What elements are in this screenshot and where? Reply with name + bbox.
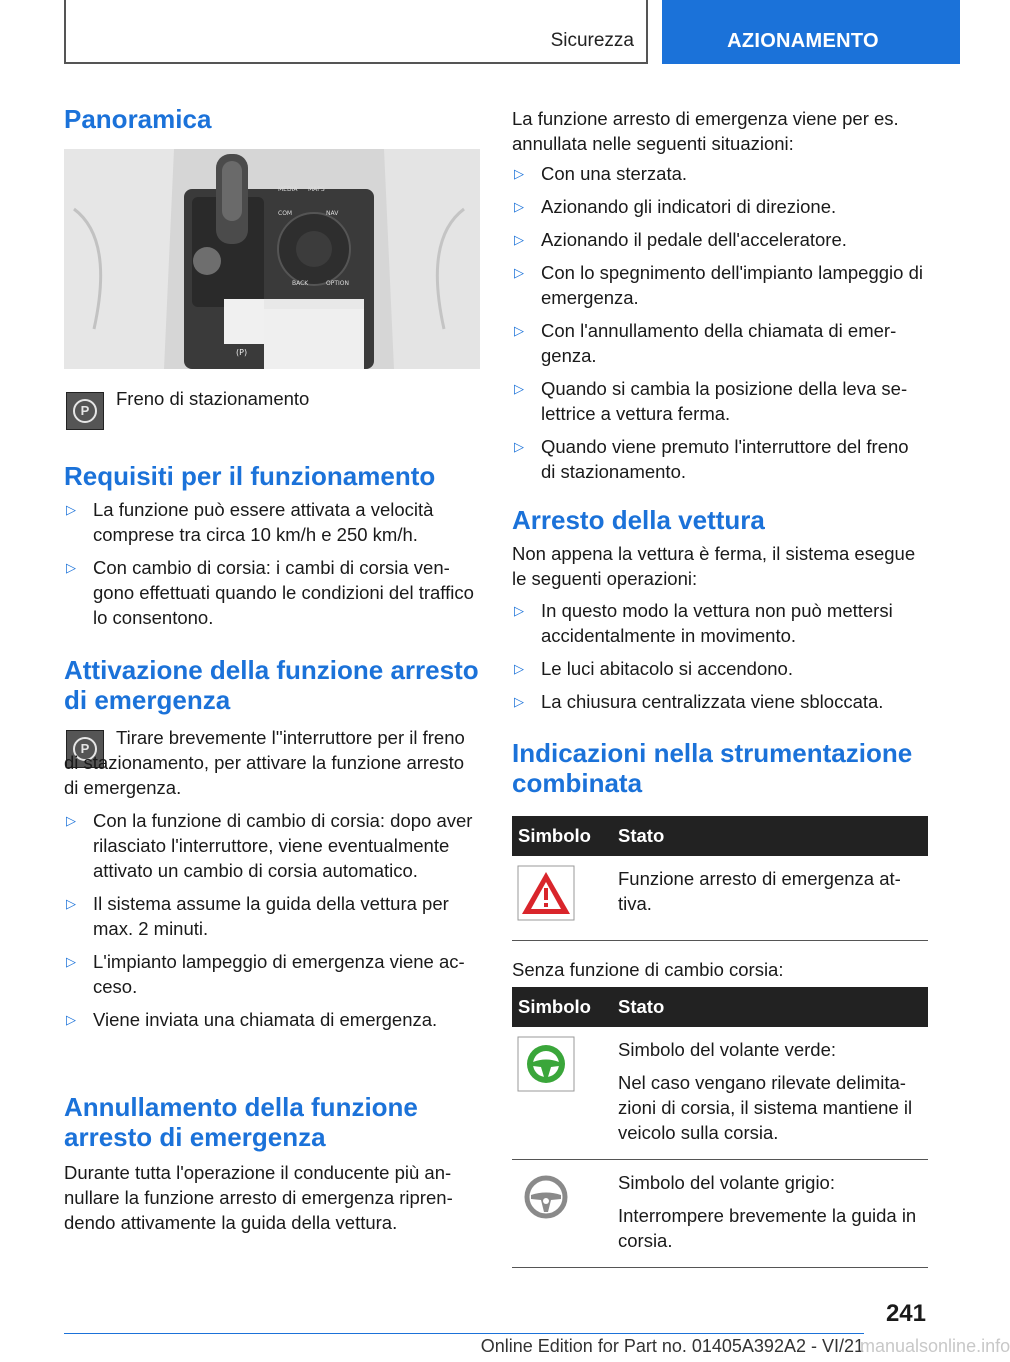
header-section-box: [64, 0, 648, 64]
requirements-title: Requisiti per il funzionamento: [64, 461, 436, 491]
list-item: ▷ Le luci abitacolo si accendono.: [514, 658, 793, 679]
list-item: ▷ Con l'annullamento della chiamata di emergenza.: [514, 320, 897, 366]
steering-wheel-grey-icon: [518, 1170, 574, 1224]
warning-triangle-icon: [518, 866, 574, 920]
parking-brake-caption: Freno di stazionamento: [116, 388, 310, 409]
display-title: Indicazioni nella strumentazione combinata: [512, 738, 913, 798]
header-section: Sicurezza: [550, 30, 634, 51]
requirements-list: [64, 497, 480, 638]
list-item: ▷ Con lo spegnimento dell'impianto lampeggio di emergenza.: [514, 262, 923, 308]
green-wheel-text: Nel caso vengano rilevate delimitazioni di corsia, il sistema mantiene il veicolo sulla corsia.: [618, 1072, 913, 1143]
stop-list: [512, 598, 928, 722]
table-row: [512, 856, 928, 941]
svg-text:OPTION: OPTION: [326, 280, 349, 287]
list-item: ▷ La funzione può essere attivata a velocità comprese tra circa 10 km/h e 250 km/h.: [66, 499, 434, 545]
cancel-title: Annullamento della funzione arresto di emergenza: [64, 1092, 418, 1152]
svg-text:MEDIA: MEDIA: [278, 186, 298, 193]
svg-text:MAPS: MAPS: [308, 186, 325, 193]
no-lane-change-label: Senza funzione di cambio corsia:: [512, 959, 784, 980]
svg-text:NAV: NAV: [326, 210, 339, 217]
activation-list: [64, 808, 480, 1040]
table-header-state: Stato: [612, 987, 928, 1027]
table-row: [512, 1160, 928, 1268]
footer-divider: [64, 1333, 864, 1334]
svg-text:BACK: BACK: [292, 280, 309, 287]
grey-wheel-text: Interrompere brevemente la guida in corsia.: [618, 1205, 917, 1251]
symbol-table-2: [512, 987, 928, 1268]
list-item: ▷ Con una sterzata.: [514, 163, 688, 184]
gear-selector-photo: [64, 149, 480, 369]
table-header-state: Stato: [612, 816, 928, 856]
list-item: ▷ Con cambio di corsia: i cambi di corsia vengono effettuati quando le condizioni del traffico lo consentono.: [66, 557, 474, 628]
parking-brake-icon: P: [66, 730, 104, 768]
list-item: ▷ Azionando il pedale dell'acceleratore.: [514, 229, 847, 250]
table-row: [512, 1027, 928, 1160]
activation-title: Attivazione della funzione arresto di emergenza: [64, 655, 479, 715]
page-number: 241: [885, 1300, 926, 1327]
watermark: manualsonline.info: [860, 1336, 1010, 1356]
list-item: ▷ L'impianto lampeggio di emergenza viene acceso.: [66, 951, 465, 997]
table-header-symbol: Simbolo: [512, 987, 612, 1027]
svg-text:COM: COM: [278, 210, 293, 217]
parking-brake-icon: P: [66, 392, 104, 430]
activation-text: Tirare brevemente l''interruttore per il freno di stazionamento, per attivare la funzione arresto di emergenza.: [64, 727, 465, 798]
table-cell: Funzione arresto di emergenza attiva.: [612, 856, 928, 941]
cancel-intro: La funzione arresto di emergenza viene per es. annullata nelle seguenti situazioni:: [512, 108, 899, 154]
stop-title: Arresto della vettura: [512, 505, 765, 535]
cancel-situations-list: [512, 161, 928, 492]
list-item: ▷ In questo modo la vettura non può mettersi accidentalmente in movimento.: [514, 600, 893, 646]
header-chapter: AZIONAMENTO: [727, 30, 879, 52]
green-wheel-title: Simbolo del volante verde:: [618, 1039, 837, 1060]
list-item: ▷ Il sistema assume la guida della vettura per max. 2 minuti.: [66, 893, 449, 939]
header-chapter-tab: [662, 0, 960, 64]
list-item: ▷ La chiusura centralizzata viene sbloccata.: [514, 691, 884, 712]
steering-wheel-green-icon: [518, 1037, 574, 1091]
list-item: ▷ Quando viene premuto l'interruttore del freno di stazionamento.: [514, 436, 909, 482]
symbol-table-1: [512, 816, 928, 941]
list-item: ▷ Viene inviata una chiamata di emergenza.: [66, 1009, 438, 1030]
cancel-text: Durante tutta l'operazione il conducente più annullare la funzione arresto di emergenza riprendendo attivamente la guida della vettura.: [64, 1162, 453, 1233]
table-header-symbol: Simbolo: [512, 816, 612, 856]
list-item: ▷ Azionando gli indicatori di direzione.: [514, 196, 837, 217]
svg-text:(P): (P): [236, 348, 248, 357]
list-item: ▷ Con la funzione di cambio di corsia: dopo aver rilasciato l'interruttore, viene eventualmente attivato un cambio di corsia automatico.: [66, 810, 473, 881]
edition-text: Online Edition for Part no. 01405A392A2 - VI/21: [480, 1336, 864, 1356]
gear-selector-illustration: [64, 149, 480, 369]
overview-title: Panoramica: [64, 104, 212, 134]
stop-intro: Non appena la vettura è ferma, il sistema esegue le seguenti operazioni:: [512, 543, 916, 589]
grey-wheel-title: Simbolo del volante grigio:: [618, 1172, 835, 1193]
list-item: ▷ Quando si cambia la posizione della leva selettrice a vettura ferma.: [514, 378, 908, 424]
